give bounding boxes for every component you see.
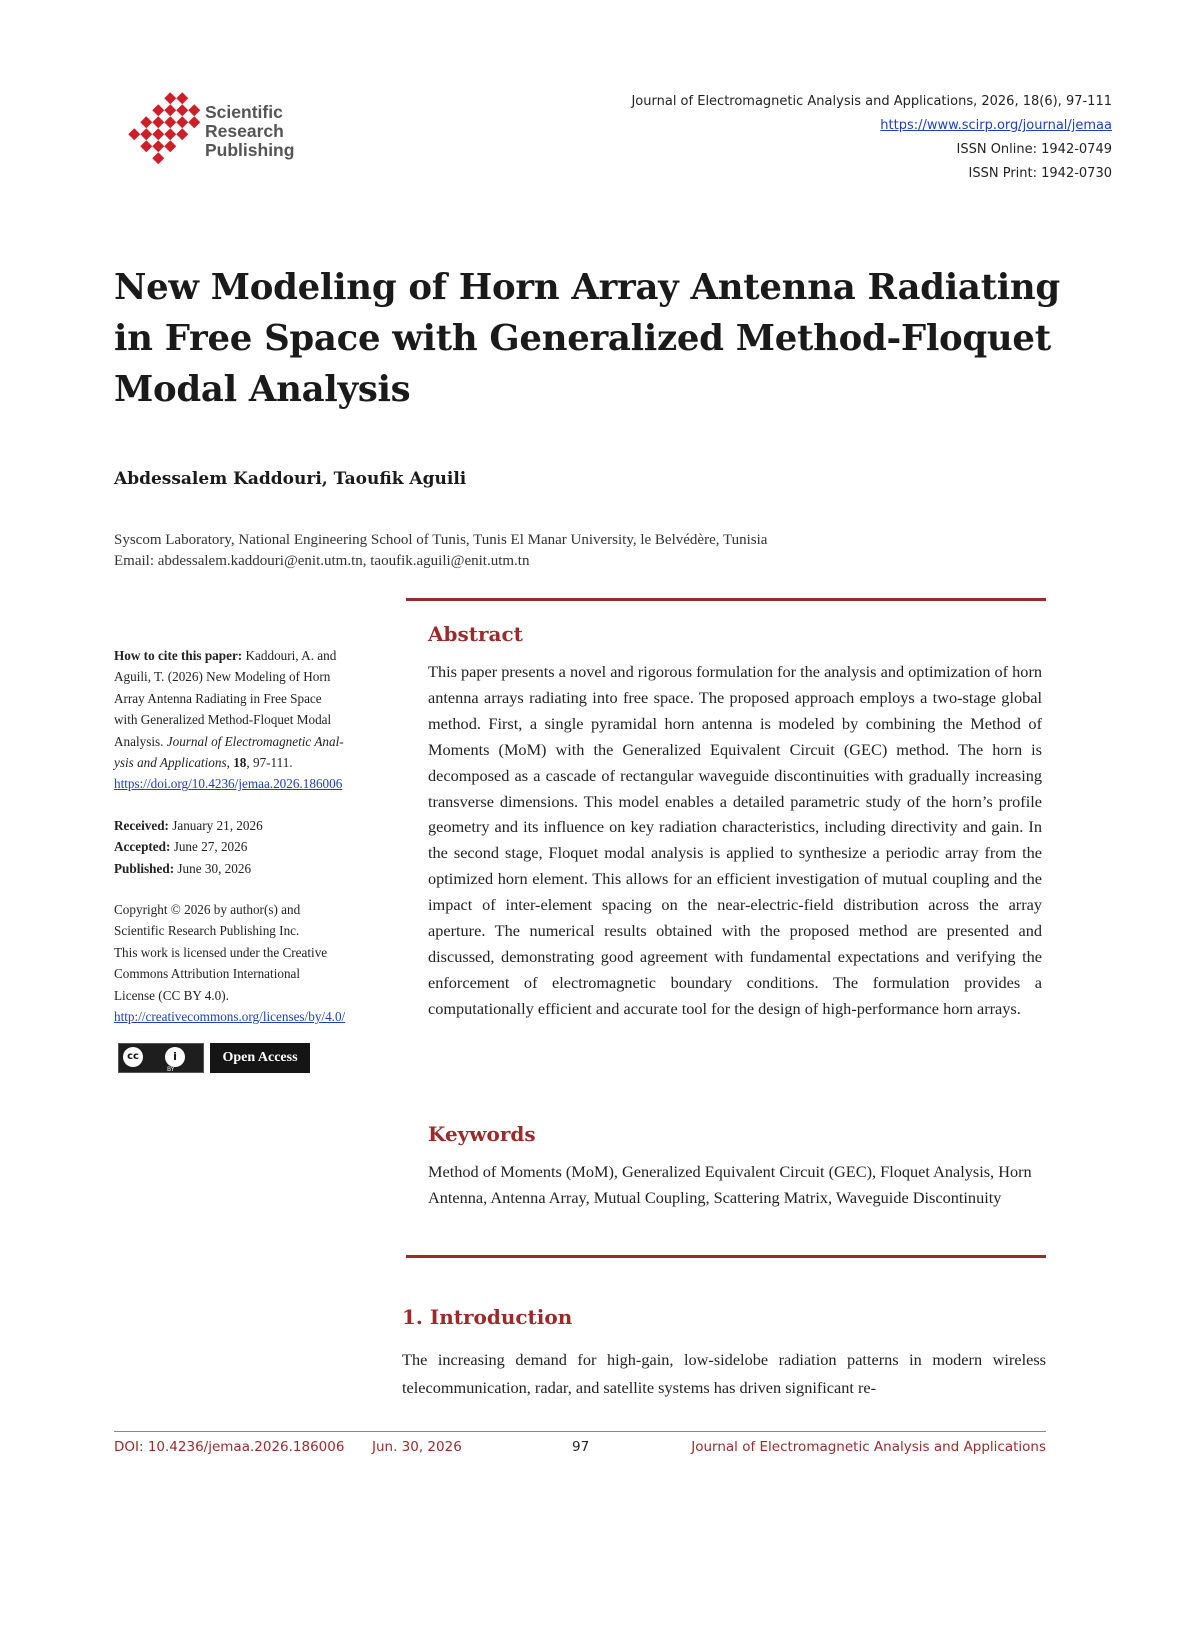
journal-header <box>631 90 1112 186</box>
copyright-line-4: Commons Attribution International <box>114 966 301 982</box>
cite-line-3: Array Antenna Radiating in Free Space <box>114 690 322 706</box>
author-affiliation: Syscom Laboratory, National Engineering School of Tunis, Tunis El Manar University, le Belvédère, Tunisia <box>114 532 768 548</box>
accepted-label: Accepted: <box>114 839 171 855</box>
received-date: January 21, 2026 <box>168 817 263 833</box>
footer-date: Jun. 30, 2026 <box>372 1439 462 1455</box>
cite-line-4: with Generalized Method-Floquet Modal <box>114 712 332 728</box>
abstract-bottom-rule <box>406 1255 1046 1258</box>
title-line-3: Modal Analysis <box>114 369 411 410</box>
doi-link[interactable]: https://doi.org/10.4236/jemaa.2026.186006 <box>114 776 343 792</box>
paper-authors: Abdessalem Kaddouri, Taoufik Aguili <box>114 469 467 489</box>
logo-diamond <box>176 104 188 116</box>
logo-diamond <box>164 140 176 152</box>
published-label: Published: <box>114 860 175 876</box>
logo-diamond <box>188 116 200 128</box>
cite-line-2: Aguili, T. (2026) New Modeling of Horn <box>114 669 331 685</box>
published-date: June 30, 2026 <box>174 860 252 876</box>
logo-diamond <box>140 128 152 140</box>
cite-block: How to cite this paper: Kaddouri, A. and Aguili, T. (2026) New Modeling of Horn Array Antenna Radiating in Free Space with Generalized Method-Floquet Modal Analysis. Journal of Electromagnetic Anal- ysis and Applications, 18, 97-111. https://doi.org/10.4236/jemaa.2026.186006 <box>114 645 414 795</box>
cc-by-badge[interactable] <box>118 1043 204 1073</box>
copyright-line-3: This work is licensed under the Creative <box>114 944 328 960</box>
logo-diamond <box>164 104 176 116</box>
cite-pages: , 97-111. <box>246 755 293 771</box>
footer-journal: Journal of Electromagnetic Analysis and Applications <box>691 1439 1046 1455</box>
paper-title <box>114 262 1104 415</box>
logo-diamond <box>152 128 164 140</box>
logo-diamond <box>140 116 152 128</box>
cc-icon: cc <box>123 1047 143 1067</box>
logo-diamond <box>152 116 164 128</box>
footer-rule <box>114 1431 1046 1432</box>
logo-diamond <box>152 140 164 152</box>
accepted-date: June 27, 2026 <box>170 839 248 855</box>
cite-label: How to cite this paper: <box>114 648 243 663</box>
logo-diamond <box>152 152 164 164</box>
logo-diamond <box>152 104 164 116</box>
logo-diamond <box>176 116 188 128</box>
abstract-heading: Abstract <box>428 622 523 646</box>
logo-diamond-mark <box>128 92 200 164</box>
publisher-name-line-3: Publishing <box>205 140 295 160</box>
copyright-line-5: License (CC BY 4.0). <box>114 987 229 1003</box>
by-label: BY <box>167 1066 175 1073</box>
title-line-2: in Free Space with Generalized Method-Floquet <box>114 318 1051 359</box>
logo-diamond <box>176 128 188 140</box>
publisher-name-line-1: Scientific <box>205 102 283 122</box>
introduction-heading: 1. Introduction <box>402 1305 573 1329</box>
logo-diamond <box>188 104 200 116</box>
publisher-name-line-2: Research <box>205 121 284 141</box>
title-line-1: New Modeling of Horn Array Antenna Radiating <box>114 267 1060 308</box>
cite-journal-1: Journal of Electromagnetic Anal- <box>166 733 344 749</box>
license-link[interactable]: http://creativecommons.org/licenses/by/4.0/ <box>114 1009 346 1025</box>
footer-doi: DOI: 10.4236/jemaa.2026.186006 <box>114 1439 345 1455</box>
logo-diamond <box>164 128 176 140</box>
logo-diamond <box>140 140 152 152</box>
abstract-top-rule <box>406 598 1046 601</box>
publisher-name <box>205 103 294 160</box>
introduction-text: The increasing demand for high-gain, low-sidelobe radiation patterns in modern wireless telecommunication, radar, and satellite systems has driven significant re- <box>402 1350 1046 1397</box>
cite-line-5: Analysis. <box>114 733 167 749</box>
logo-diamond <box>128 128 140 140</box>
copyright-line-1: Copyright © 2026 by author(s) and <box>114 902 301 918</box>
keywords-text: Method of Moments (MoM), Generalized Equivalent Circuit (GEC), Floquet Analysis, Horn Antenna, Antenna Array, Mutual Coupling, Scattering Matrix, Waveguide Discontinuity <box>428 1162 1032 1207</box>
logo-diamond <box>176 92 188 104</box>
issn-online: ISSN Online: 1942-0749 <box>956 142 1112 157</box>
logo-diamond <box>164 92 176 104</box>
article-info-sidebar <box>114 645 414 1028</box>
received-label: Received: <box>114 817 169 833</box>
journal-url-link[interactable]: https://www.scirp.org/journal/jemaa <box>880 118 1112 133</box>
journal-citation-line: Journal of Electromagnetic Analysis and Applications, 2026, 18(6), 97-111 <box>631 94 1112 109</box>
copyright-block <box>114 899 414 1027</box>
copyright-line-2: Scientific Research Publishing Inc. <box>114 923 300 939</box>
page-number: 97 <box>572 1439 590 1455</box>
attribution-icon: i <box>165 1047 185 1067</box>
keywords-heading: Keywords <box>428 1122 536 1146</box>
author-email: Email: abdessalem.kaddouri@enit.utm.tn, taoufik.aguili@enit.utm.tn <box>114 553 530 569</box>
cite-journal-2: ysis and Applications <box>114 755 227 771</box>
cite-line-1: Kaddouri, A. and <box>242 648 337 663</box>
cite-volume: 18 <box>233 755 247 771</box>
open-access-badge: Open Access <box>210 1043 310 1073</box>
dates-block <box>114 815 414 879</box>
logo-diamond <box>164 116 176 128</box>
issn-print: ISSN Print: 1942-0730 <box>968 166 1112 181</box>
abstract-text: This paper presents a novel and rigorous formulation for the analysis and optimization of horn antenna arrays radiating into free space. The proposed approach employs a two-stage global method. First, a single pyramidal horn antenna is modeled by combining the Method of Moments (MoM) with the Generalized Equivalent Circuit (GEC) method. The horn is decomposed as a cascade of rectangular waveguide discontinuities with gradually increasing transverse dimensions. This model enables a detailed parametric study of the horn’s profile geometry and its influence on key radiation characteristics, including directivity and gain. In the second stage, Floquet modal analysis is applied to synthesize a periodic array from the optimized horn element. This allows for an efficient investigation of mutual coupling and the impact of inter-element spacing on the near-electric-field distribution across the array aperture. The numerical results obtained with the proposed method are presented and discussed, demonstrating good agreement with fundamental expectations and verifying the enforcement of electromagnetic boundary conditions. The formulation provides a computationally efficient and accurate tool for the design of high-performance horn arrays. <box>428 662 1043 1018</box>
